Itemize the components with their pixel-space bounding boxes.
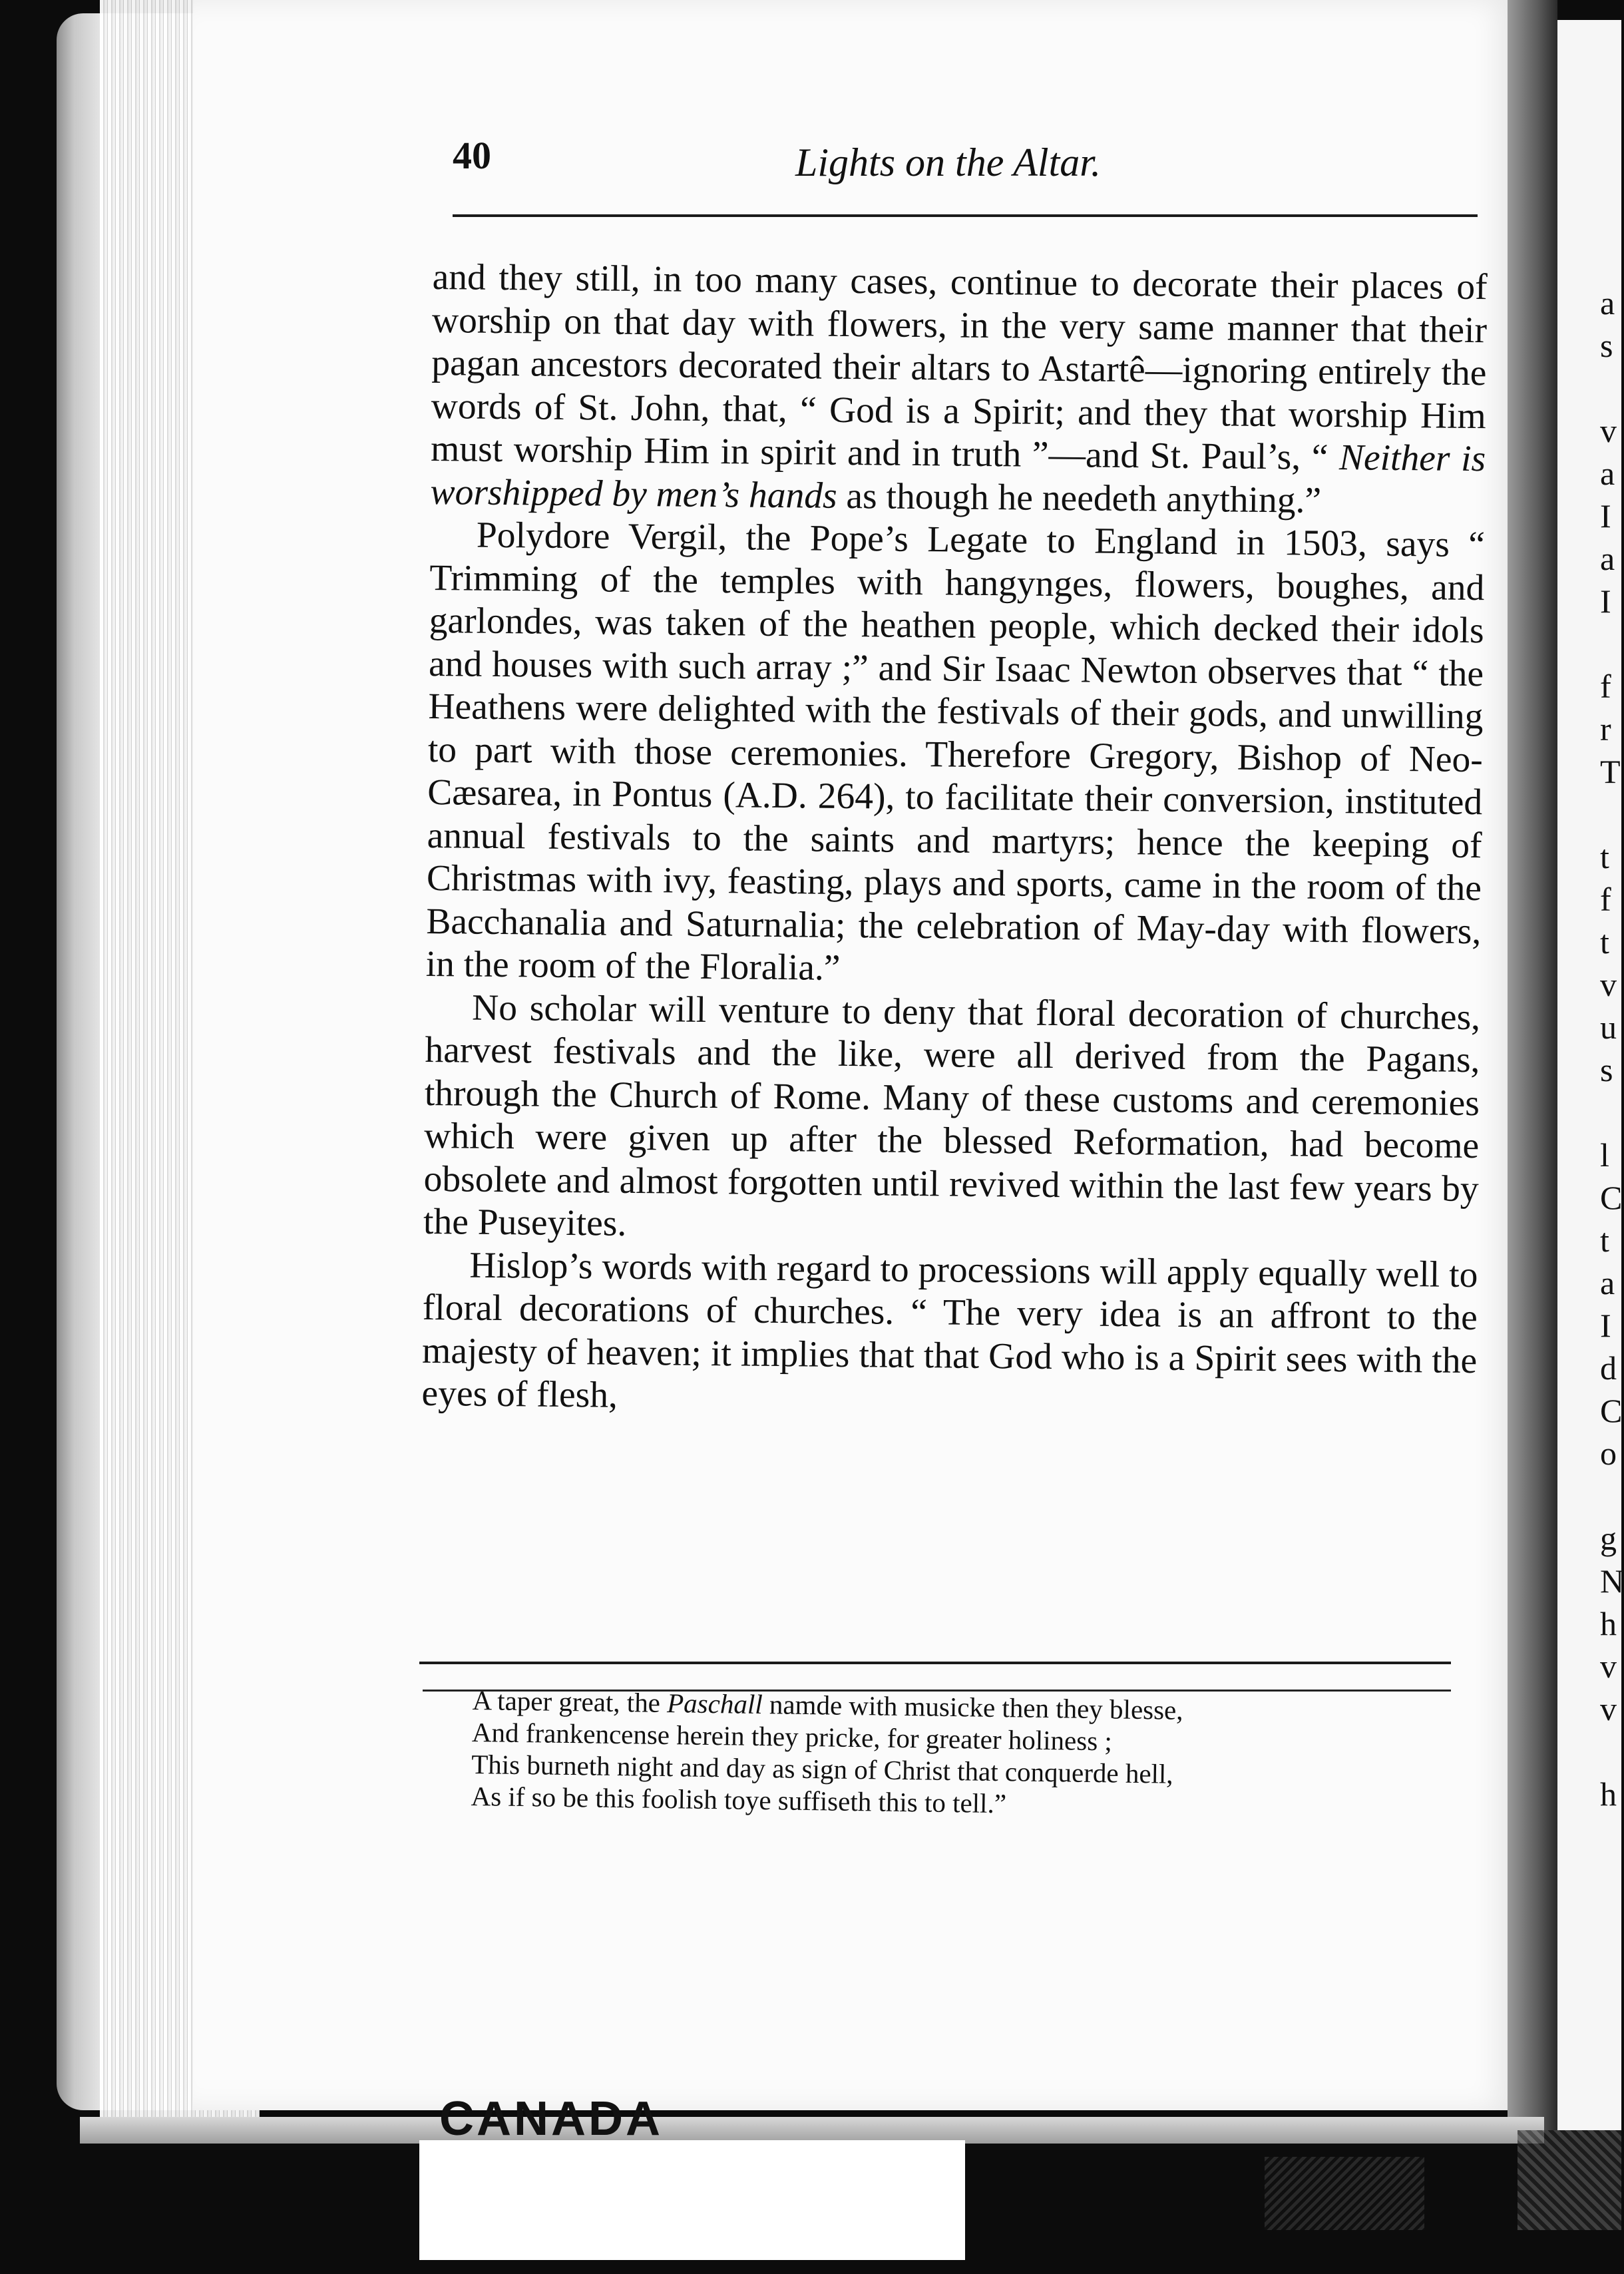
facing-page-letter: d: [1600, 1349, 1617, 1387]
facing-page-letter: l: [1600, 1136, 1609, 1174]
facing-page-letter: T: [1600, 753, 1621, 790]
facing-page-letter: C: [1600, 1179, 1623, 1216]
footnote-text: A taper great, the: [472, 1685, 668, 1719]
paragraph-text: and they still, in too many cases, continue to decorate their places of worship on that day with flowers, in the very same manner that their pagan ancestors decorated their altars to Astartê—ignoring entirely the words of St. John, that, “ God is a Spirit; and they that worship Him must worship Him in spirit and in truth ”—and St. Paul’s, “: [430, 256, 1488, 479]
facing-page-letter: g: [1600, 1520, 1617, 1557]
text-bottom-rule: [419, 1662, 1451, 1664]
running-head-title: Lights on the Altar.: [795, 140, 1101, 184]
scan-noise: [1265, 2157, 1424, 2230]
facing-page-letter: I: [1600, 582, 1611, 620]
footnote-text: And frankencense herein they pricke, for greater holiness ;: [471, 1716, 1113, 1757]
footnote-text: namde with musicke then they blesse,: [762, 1689, 1183, 1725]
facing-page-letter: a: [1600, 540, 1615, 577]
facing-page-letter: v: [1600, 412, 1617, 449]
paragraph: [430, 256, 1488, 524]
facing-page-letter: N: [1600, 1562, 1624, 1600]
paragraph: [421, 1244, 1478, 1425]
scan-noise: [1518, 2130, 1621, 2230]
facing-page-letter: a: [1600, 284, 1615, 322]
facing-page-letter: a: [1600, 1264, 1615, 1301]
facing-page-letter: t: [1600, 923, 1609, 961]
facing-page-letter: h: [1600, 1775, 1617, 1813]
paragraph-text: No scholar will venture to deny that floral decoration of churches, harvest festivals and the like, were all derived from the Pagans, through the Church of Rome. Many of these customs and ceremonies which were given up after the blessed Reformation, had become obsolete and almost forgotten until revived within the last few years by the Puseyites.: [423, 987, 1481, 1244]
running-head: [453, 133, 1478, 193]
facing-page-letter: I: [1600, 1307, 1611, 1344]
italic-text: Paschall: [666, 1688, 763, 1720]
facing-page-letter: t: [1600, 838, 1609, 875]
facing-page-letter: I: [1600, 497, 1611, 535]
library-label: [419, 2140, 965, 2260]
facing-page-letter: f: [1600, 881, 1611, 918]
facing-page-letter: s: [1600, 1051, 1613, 1088]
facing-page-letter: a: [1600, 455, 1615, 492]
page-bottom-edge: [80, 2117, 1544, 2144]
facing-page-letter: t: [1600, 1222, 1609, 1259]
paragraph: [423, 986, 1481, 1253]
facing-page-letter: h: [1600, 1605, 1617, 1642]
facing-page-letter: C: [1600, 1392, 1623, 1429]
facing-page-letter: u: [1600, 1009, 1617, 1046]
footnote-text: This burneth night and day as sign of Christ that conquerde hell,: [471, 1748, 1173, 1789]
facing-page-letter: v: [1600, 966, 1617, 1003]
header-rule: [453, 214, 1478, 217]
paragraph-text: Polydore Vergil, the Pope’s Legate to England in 1503, says “ Trimming of the temples with hangynges, flowers, boughes, and garlondes, was taken of the heathen people, which decked their idols and houses with such array ;” and Sir Isaac Newton observes that “ the Heathens were delighted with the festivals of their gods, and unwilling to part with those ceremonies. Therefore Gregory, Bishop of Neo-Cæsarea, in Pontus (A.D. 264), to facilitate their conversion, instituted annual festivals to the saints and martyrs; hence the keeping of Christmas with ivy, feasting, plays and sports, came in the room of the Bacchanalia and Saturnalia; the celebration of May-day with flowers, in the room of the Floralia.”: [425, 515, 1486, 989]
facing-page-letter: v: [1600, 1648, 1617, 1685]
facing-page-letter: r: [1600, 710, 1611, 748]
paragraph-text: Hislop’s words with regard to processions will apply equally well to floral decorations of churches. “ The very idea is an affront to the majesty of heaven; it implies that that God who is a Spirit sees with the eyes of flesh,: [421, 1245, 1478, 1416]
footnote-text: As if so be this foolish toye suffiseth this to tell.”: [471, 1780, 1007, 1819]
facing-page-letter: o: [1600, 1435, 1617, 1472]
library-label-text: CANADA: [439, 2092, 663, 2146]
body-text: [421, 256, 1488, 1426]
italic-text: Neither is worshipped by men’s hands: [430, 437, 1486, 517]
facing-page-letter: f: [1600, 668, 1611, 705]
gutter-shadow: [1508, 0, 1557, 2130]
facing-page-letter: v: [1600, 1690, 1617, 1727]
facing-page-letter: s: [1600, 327, 1613, 364]
page-number: 40: [453, 134, 491, 177]
footnote: [471, 1684, 1404, 1825]
paragraph-text: as though he needeth anything.”: [837, 475, 1322, 521]
paragraph: [425, 514, 1485, 997]
